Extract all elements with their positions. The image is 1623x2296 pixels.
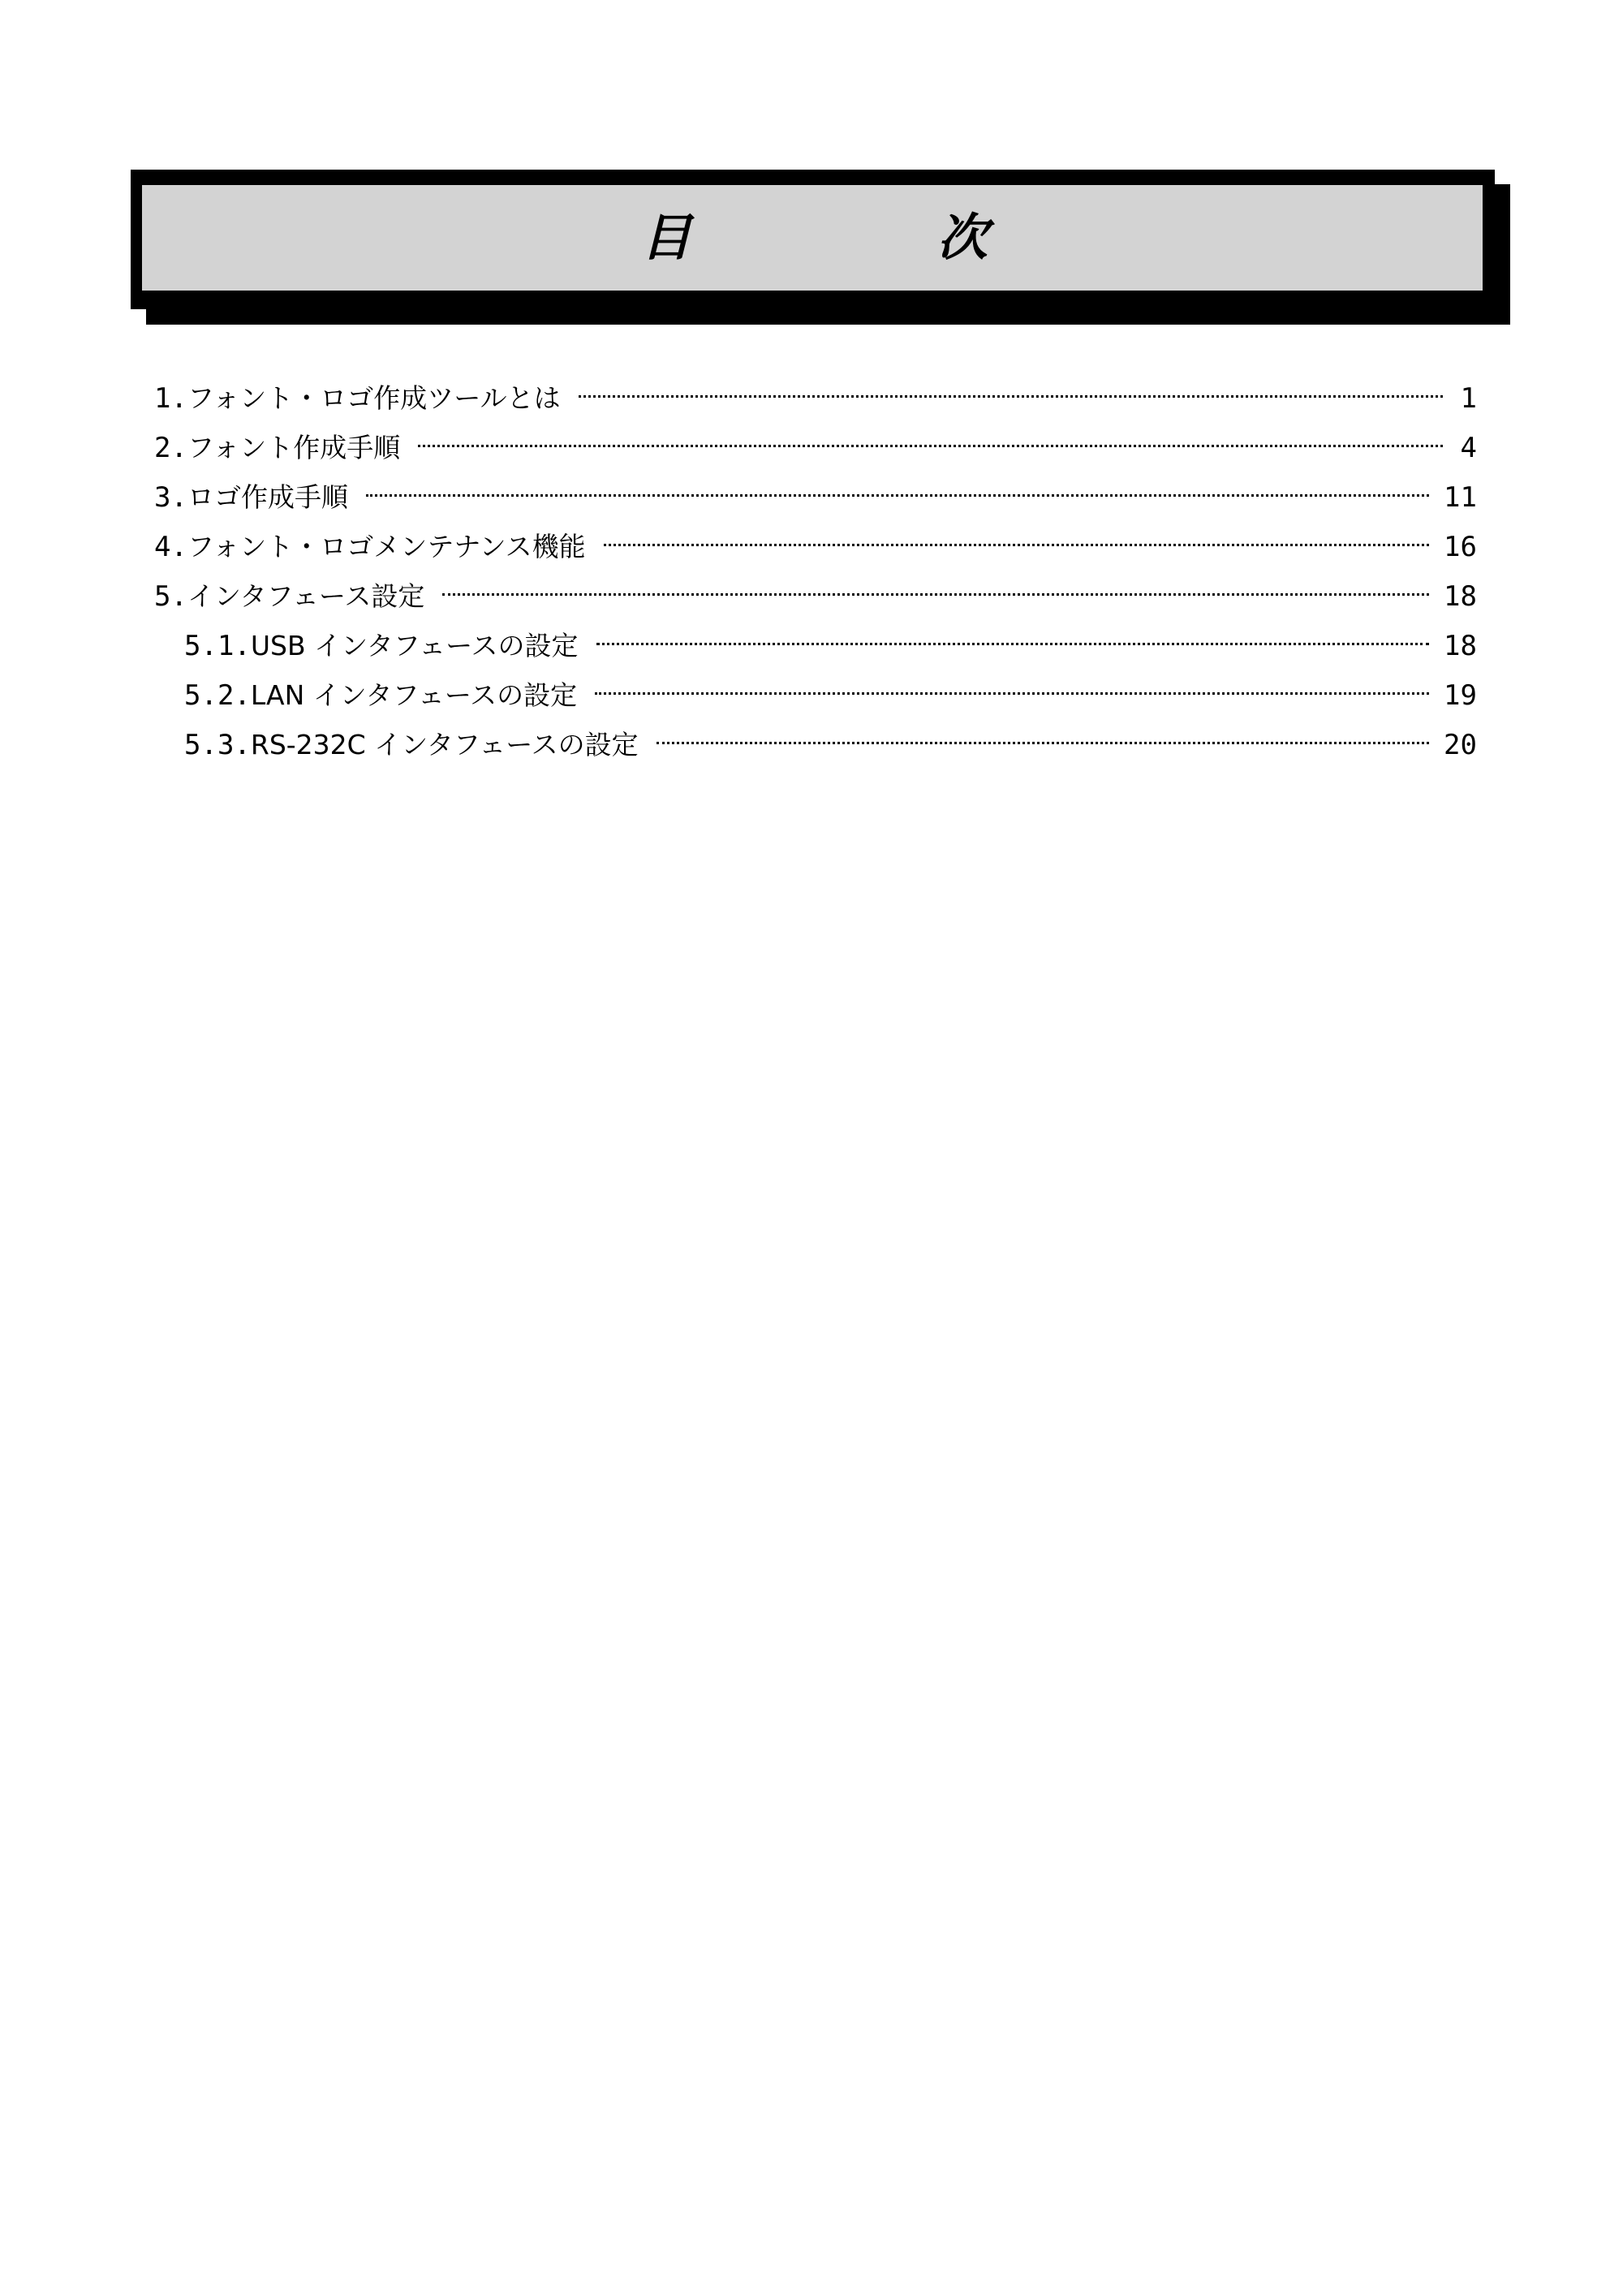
toc-entry-5[interactable] <box>154 571 1477 621</box>
toc-entry-page: 18 <box>1444 580 1477 613</box>
toc-entry-label: USB インタフェースの設定 <box>250 630 579 661</box>
toc-dot-leader <box>604 544 1429 546</box>
title-banner-inner <box>142 185 1483 291</box>
toc-entry-5-3[interactable] <box>154 720 1477 769</box>
toc-dot-leader <box>579 395 1443 398</box>
toc-entry-page: 18 <box>1444 630 1477 662</box>
toc-entry-page: 11 <box>1444 481 1477 514</box>
toc-entry-5-1[interactable] <box>154 621 1477 670</box>
toc-entry-number: 3. <box>154 481 187 514</box>
toc-entry-label: フォント作成手順 <box>187 432 401 463</box>
toc-entry-number: 4. <box>154 531 187 563</box>
toc-entry-label: RS-232C インタフェースの設定 <box>250 729 639 760</box>
table-of-contents <box>154 373 1477 769</box>
toc-entry-3[interactable] <box>154 472 1477 522</box>
toc-entry-page: 16 <box>1444 531 1477 563</box>
toc-entry-label: LAN インタフェースの設定 <box>250 679 578 711</box>
toc-entry-page: 1 <box>1460 382 1477 415</box>
page-title-char-1: 目 <box>641 208 692 267</box>
toc-entry-label: インタフェース設定 <box>187 580 425 612</box>
toc-entry-label: フォント・ロゴ作成ツールとは <box>187 382 561 414</box>
toc-entry-page: 20 <box>1444 729 1477 761</box>
toc-entry-label: フォント・ロゴメンテナンス機能 <box>187 531 586 562</box>
toc-dot-leader <box>418 445 1443 447</box>
page-title-char-2: 次 <box>937 208 988 267</box>
toc-dot-leader <box>595 692 1429 695</box>
toc-entry-5-2[interactable] <box>154 670 1477 720</box>
toc-entry-page: 19 <box>1444 679 1477 712</box>
toc-dot-leader <box>442 593 1429 596</box>
toc-entry-label: ロゴ作成手順 <box>187 481 348 513</box>
toc-dot-leader <box>366 494 1429 497</box>
toc-entry-number: 2. <box>154 432 187 464</box>
toc-entry-number: 5. <box>154 580 187 613</box>
toc-entry-4[interactable] <box>154 522 1477 571</box>
toc-entry-number: 5.1. <box>184 630 251 662</box>
toc-entry-1[interactable] <box>154 373 1477 423</box>
toc-entry-number: 1. <box>154 382 187 415</box>
toc-entry-page: 4 <box>1460 432 1477 464</box>
toc-dot-leader <box>657 742 1429 744</box>
toc-entry-2[interactable] <box>154 423 1477 472</box>
toc-entry-number: 5.3. <box>184 729 251 761</box>
toc-dot-leader <box>596 643 1430 645</box>
toc-entry-number: 5.2. <box>184 679 251 712</box>
